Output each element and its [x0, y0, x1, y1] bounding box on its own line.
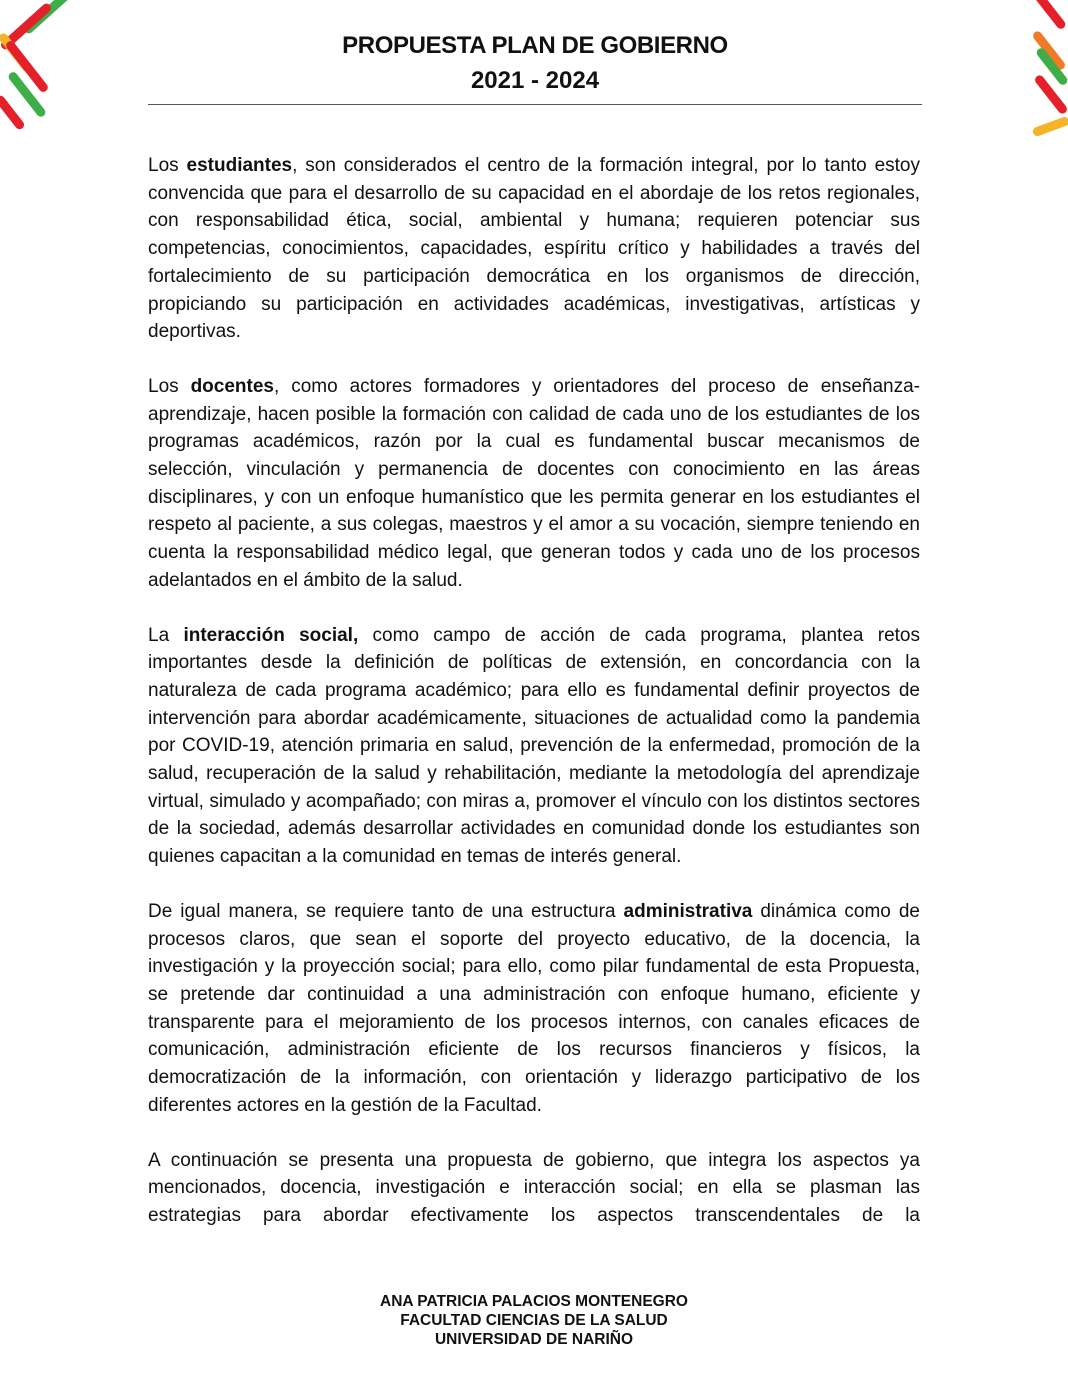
footer-faculty: FACULTAD CIENCIAS DE LA SALUD [400, 1312, 668, 1329]
paragraph-keyword: docentes [190, 375, 274, 397]
corner-decoration-left [0, 0, 70, 140]
paragraph-interaccion-social [148, 622, 920, 871]
footer-university: UNIVERSIDAD DE NARIÑO [434, 1331, 634, 1348]
paragraph-docentes [148, 373, 920, 595]
header-divider [148, 104, 922, 105]
paragraph-text: Los [148, 375, 191, 397]
paragraph-text: De igual manera, se requiere tanto de una estructura [148, 900, 624, 922]
paragraph-text: A continuación se presenta una propuesta de gobierno, que integra los aspectos ya mencionados, docencia, investigación e interacción social; en ella se plasman las estrategias para abordar efectivamente los aspectos transcendentales de la [148, 1149, 920, 1226]
paragraph-keyword: interacción social, [183, 624, 359, 646]
footer-author-name: ANA PATRICIA PALACIOS MONTENEGRO [380, 1293, 688, 1310]
document-footer [0, 1292, 1068, 1349]
document-years: 2021 - 2024 [470, 67, 600, 94]
paragraph-administrativa [148, 898, 920, 1120]
paragraph-text: , como actores formadores y orientadores del proceso de enseñanza-aprendizaje, hacen posible la formación con calidad de cada uno de los estudiantes de los programas académicos, razón por la cual es fundamental buscar mecanismos de selección, vinculación y permanencia de docentes con conocimiento en las áreas disciplinares, y con un enfoque humanístico que les permita generar en los estudiantes el respeto al paciente, a sus colegas, maestros y el amor a su vocación, siempre teniendo en cuenta la responsabilidad médico legal, que generan todos y cada uno de los procesos adelantados en el ámbito de la salud. [148, 375, 921, 591]
paragraph-keyword: estudiantes [186, 155, 293, 176]
document-body [148, 152, 920, 1257]
paragraph-continuacion [148, 1147, 920, 1230]
paragraph-text: , son considerados el centro de la formación integral, por lo tanto estoy convencida que para el desarrollo de su capacidad en el abordaje de los retos regionales, con responsabilidad ética, social, ambiental y humana; requieren potenciar sus competencias, conocimientos, capacidades, espíritu crítico y habilidades a través del fortalecimiento de su participación democrática en los organismos de dirección, propiciando su participación en actividades académicas, investigativas, artísticas y deportivas. [148, 155, 920, 343]
paragraph-keyword: administrativa [623, 900, 753, 922]
paragraph-text: dinámica como de procesos claros, que sean el soporte del proyecto educativo, de la docencia, la investigación y la proyección social; para ello, como pilar fundamental de esta Propuesta, se pretende dar continuidad a una administración con enfoque humano, eficiente y transparente para el mejoramiento de los procesos internos, con canales eficaces de comunicación, administración eficiente de los recursos financieros y físicos, la democratización de la información, con orientación y liderazgo participativo de los diferentes actores en la gestión de la Facultad. [148, 900, 921, 1116]
paragraph-text: La [148, 624, 184, 646]
paragraph-text: Los [148, 155, 187, 176]
paragraph-text: como campo de acción de cada programa, plantea retos importantes desde la definición de políticas de extensión, en concordancia con la naturaleza de cada programa académico; para ello es fundamental definir proyectos de intervención para abordar académicamente, situaciones de actualidad como la pandemia por COVID-19, atención primaria en salud, prevención de la enfermedad, promoción de la salud, recuperación de la salud y rehabilitación, mediante la metodología del aprendizaje virtual, simulado y acompañado; con miras a, promover el vínculo con los distintos sectores de la sociedad, además desarrollar actividades en comunidad donde los estudiantes son quienes capacitan a la comunidad en temas de interés general. [148, 624, 920, 868]
corner-decoration-right [998, 0, 1068, 140]
paragraph-estudiantes [148, 152, 920, 346]
document-header [148, 28, 922, 98]
document-title: PROPUESTA PLAN DE GOBIERNO [342, 32, 728, 59]
